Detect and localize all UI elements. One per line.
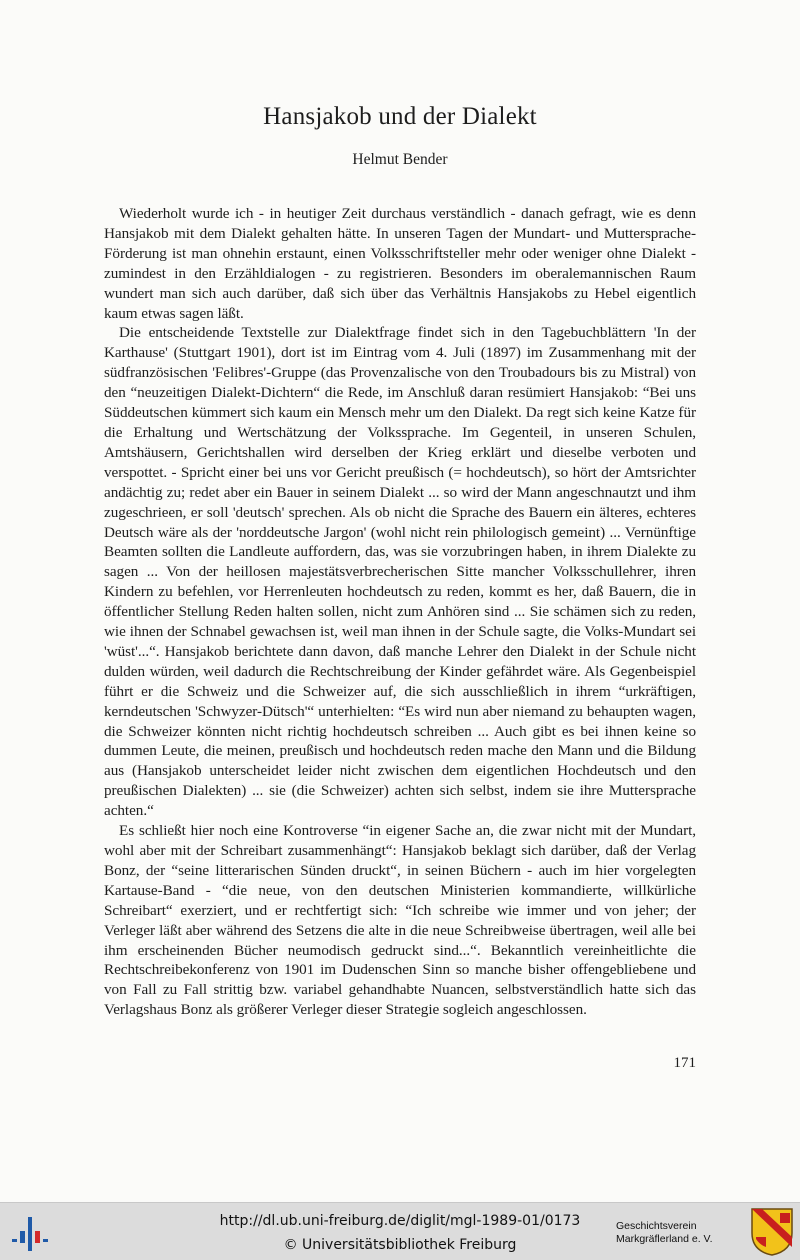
article-body (104, 204, 696, 1020)
page-number: 171 (673, 1055, 696, 1071)
footer-bar (0, 1202, 800, 1260)
association-line: Geschichtsverein (616, 1220, 697, 1232)
ub-freiburg-logo-icon (10, 1209, 50, 1253)
paragraph: Die entscheidende Textstelle zur Dialektfrage findet sich in den Tagebuchblättern 'In der Karthause' (Stuttgart 1901), dort ist im Eintrag vom 4. Juli (1897) im Zusammenhang mit der südfranzösischen 'Felibres'-Gruppe (das Provenzalische von den Troubadours bis zu Mistral) von den “neuzeitigen Dialekt-Dichtern“ die Rede, im Anschluß daran resümiert Hansjakob: “Bei uns Süddeutschen kümmert sich kaum ein Mensch mehr um den Dialekt. Da regt sich keine Katze für die Erhaltung und Wertschätzung der Volkssprache. Im Gegenteil, in unseren Schulen, Amtshäusern, Gerichtshallen wird derselben der Krieg erklärt und dieselbe verboten und verspottet. - Spricht einer bei uns vor Gericht preußisch (= hochdeutsch), so hört der Amtsrichter andächtig zu; redet aber ein Bauer in seinem Dialekt ... so wird der Mann angeschnautzt und ihm zugeschrieen, er soll 'deutsch' sprechen. Als ob nicht die Sprache des Bauern ein älteres, echteres Deutsch wäre als der 'norddeutsche Jargon' (wohl nicht rein philologisch gemeint) ... Vernünftige Beamten sollten die Landleute auffordern, das, was sie vorzubringen haben, in ihrem Dialekte zu sagen ... Von der heillosen majestätsverbrecherischen Sitte mancher Volksschullehrer, ihren Kindern zu befehlen, vor Herrenleuten hochdeutsch zu reden, kommt es her, daß Bauern, die in öffentlicher Stellung Reden halten sollen, nicht zum Anhören sind ... Sie schämen sich zu reden, wie ihnen der Schnabel gewachsen ist, weil man ihnen in der Schule sagte, die Volks-Mundart sei 'wüst'...“. Hansjakob berichtete dann davon, daß manche Lehrer den Dialekt in der Schule nicht dulden würden, weil dadurch die Rechtschreibung der Kinder gefährdet wäre. Als Gegenbeispiel führt er die Schweiz und die Schweizer auf, die sich ausschließlich in ihrem “urkräftigen, kerndeutschen 'Schwyzer-Dütsch'“ unterhielten: “Es wird nun aber niemand zu behaupten wagen, die Schweizer könnten nicht richtig hochdeutsch schreiben ... Auch gibt es bei ihnen keine so dummen Leute, die meinen, preußisch und hochdeutsch reden mache den Mann und die Bildung aus (Hansjakob unterscheidet leider nicht zwischen dem eigentlichen Hochdeutsch und den preußischen Dialekten) ... sie (die Schweizer) achten sich selbst, indem sie ihre Muttersprache achten.“ (104, 324, 696, 820)
copyright-text: © Universitätsbibliothek Freiburg (283, 1237, 517, 1253)
coat-of-arms-icon (750, 1207, 794, 1257)
document-url-link[interactable]: http://dl.ub.uni-freiburg.de/diglit/mgl-1989-01/0173 (219, 1213, 581, 1229)
association-name (616, 1220, 746, 1246)
article-author: Helmut Bender (352, 151, 448, 168)
article-title: Hansjakob und der Dialekt (263, 103, 537, 130)
association-line: Markgräflerland e. V. (616, 1233, 713, 1245)
paragraph: Es schließt hier noch eine Kontroverse “in eigener Sache an, die zwar nicht mit der Mundart, wohl aber mit der Schreibart zusammenhängt“: Hansjakob beklagt sich darüber, daß der Verlag Bonz, der “seine litterarischen Sünden druckt“, in seinen Büchern - auch im hier vorgelegten Kartause-Band - “die neue, von den deutschen Ministerien kommandierte, willkürliche Schreibart“ exerziert, und er rechtfertigt sich: “Ich schreibe wie immer und von jeher; der Verleger läßt aber während des Setzens die alte in die neue Schreibweise übertragen, weil alle bei ihm erscheinenden Bücher neumodisch gedruckt sind...“. Bekanntlich vereinheitlichte die Rechtschreibekonferenz von 1901 im Dudenschen Sinn so manche bisher offengebliebene und von Fall zu Fall strittig bzw. variabel gehandhabte Nuancen, selbstverständlich hatte sich das Verlagshaus Bonz als größerer Verleger dieser Strategie sogleich angeschlossen. (104, 822, 696, 1019)
paragraph: Wiederholt wurde ich - in heutiger Zeit durchaus verständlich - danach gefragt, wie es denn Hansjakob mit dem Dialekt gehalten hätte. In unseren Tagen der Mundart- und Muttersprache-Förderung ist man ohnehin erstaunt, einen Volksschriftsteller mehr oder weniger ohne Dialekt - zumindest in den Erzähldialogen - zu registrieren. Besonders im oberalemannischen Raum wundert man sich auch darüber, daß sich über das Verhältnis Hansjakobs zu Hebel eigentlich kaum etwas sagen läßt. (104, 205, 696, 322)
